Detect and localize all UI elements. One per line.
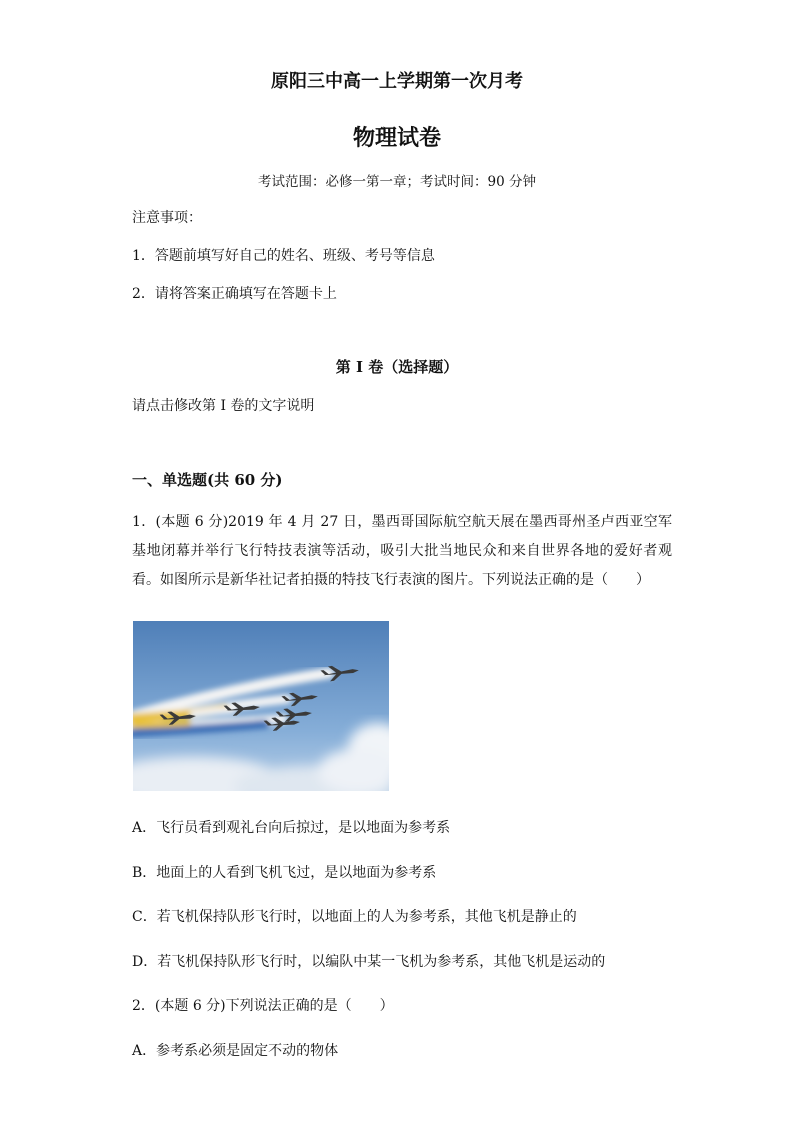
- airshow-image: [133, 621, 389, 791]
- exam-info: 考试范围：必修一第一章；考试时间：90 分钟: [258, 174, 536, 190]
- question-1-option-c: C．若飞机保持队形飞行时，以地面上的人为参考系，其他飞机是静止的: [132, 909, 577, 925]
- subject-title: 物理试卷: [352, 125, 441, 151]
- section1-heading: 一、单选题(共 60 分): [132, 471, 283, 489]
- question-1-stem: 1．(本题 6 分)2019 年 4 月 27 日，墨西哥国际航空航天展在墨西哥州圣卢西亚空军基地闭幕并举行飞行特技表演等活动，吸引大批当地民众和来自世界各地的爱好者观看。如图所示是新华社记者拍摄的特技飞行表演的图片。下列说法正确的是（ ）: [132, 514, 672, 588]
- school-title: 原阳三中高一上学期第一次月考: [271, 71, 523, 92]
- question-2-option-a: A．参考系必须是固定不动的物体: [132, 1043, 339, 1059]
- question-1-option-b: B．地面上的人看到飞机飞过，是以地面为参考系: [132, 865, 437, 881]
- airshow-photo: [133, 621, 389, 791]
- question-2-stem: 2．(本题 6 分)下列说法正确的是（ ）: [132, 998, 394, 1014]
- question-1-option-a: A．飞行员看到观礼台向后掠过，是以地面为参考系: [132, 820, 451, 836]
- part1-title: 第 I 卷（选择题）: [335, 358, 459, 376]
- notes-item-2: 2．请将答案正确填写在答题卡上: [132, 286, 337, 302]
- notes-item-1: 1．答题前填写好自己的姓名、班级、考号等信息: [132, 248, 435, 264]
- question-1-option-d: D．若飞机保持队形飞行时，以编队中某一飞机为参考系，其他飞机是运动的: [132, 954, 606, 970]
- notes-heading: 注意事项：: [132, 210, 202, 226]
- part1-edit-hint[interactable]: 请点击修改第 I 卷的文字说明: [132, 398, 315, 414]
